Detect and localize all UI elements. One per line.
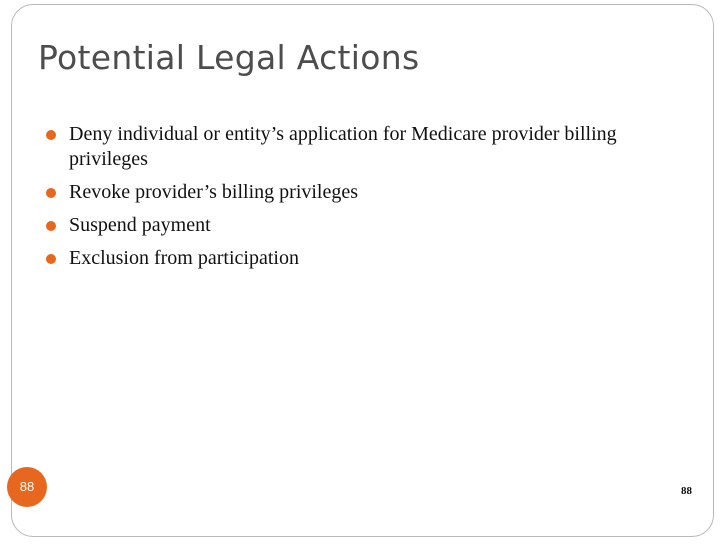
slide-number-badge: 88 xyxy=(7,467,47,507)
bullet-text: Suspend payment xyxy=(69,214,211,236)
page-number: 88 xyxy=(681,485,692,497)
bullet-dot-icon xyxy=(46,188,56,198)
bullet-item xyxy=(46,246,666,271)
bullet-text: Deny individual or entity’s application for Medicare provider billing privileges xyxy=(69,123,617,170)
bullet-text: Exclusion from participation xyxy=(69,247,299,269)
bullet-text: Revoke provider’s billing privileges xyxy=(69,181,359,203)
bullet-item xyxy=(46,180,666,205)
bullet-item xyxy=(46,213,666,238)
bullet-dot-icon xyxy=(46,254,56,264)
slide-title: Potential Legal Actions xyxy=(38,38,420,77)
bullet-list xyxy=(46,122,666,279)
bullet-dot-icon xyxy=(46,221,56,231)
bullet-dot-icon xyxy=(46,130,56,140)
bullet-item xyxy=(46,122,666,172)
